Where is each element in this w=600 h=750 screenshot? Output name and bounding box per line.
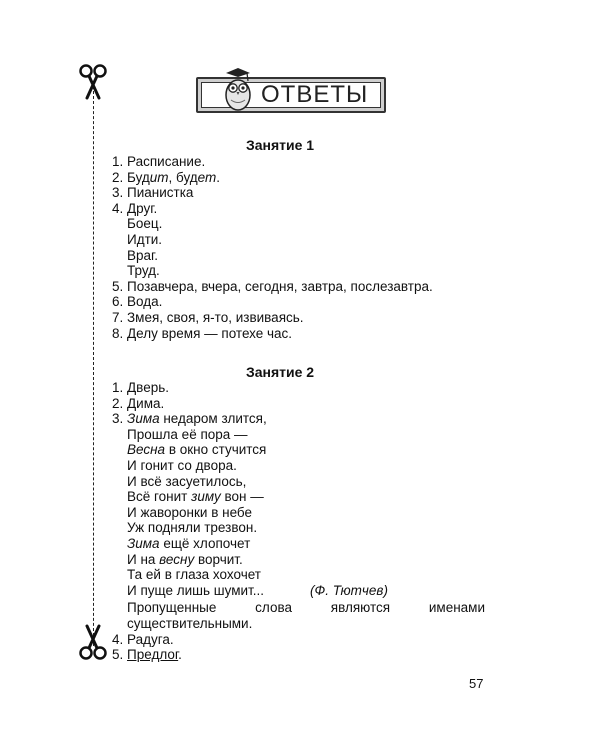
poem-line: И всё засуетилось, xyxy=(127,473,247,489)
list-item: 1. Расписание. xyxy=(112,154,206,169)
list-item: Труд. xyxy=(127,263,160,279)
poem-line: И гонит со двора. xyxy=(127,457,237,473)
list-item: 8. Делу время — потехе час. xyxy=(112,325,293,341)
poem-line: Уж подняли трезвон. xyxy=(127,520,258,536)
poem-author: (Ф. Тютчев) xyxy=(310,582,388,598)
lesson-2-answers xyxy=(112,380,485,663)
list-item: 2. Дима. xyxy=(112,395,165,411)
list-item: 3. Зима недаром злится, xyxy=(112,411,267,427)
list-item: 1. Дверь. xyxy=(112,380,169,395)
poem-line: И жаворонки в небе xyxy=(127,504,253,520)
poem-line: Прошла её пора — xyxy=(127,426,248,442)
scissors-icon xyxy=(78,624,108,660)
list-item: 5. Предлог. xyxy=(112,647,182,663)
poem-line: И на весну ворчит. xyxy=(127,551,243,567)
list-item: 6. Вода. xyxy=(112,294,163,310)
lesson-1-answers xyxy=(112,154,433,341)
list-item: 3. Пианистка xyxy=(112,185,194,201)
banner-title: ОТВЕТЫ xyxy=(261,81,369,108)
owl-icon xyxy=(221,67,255,113)
lesson-2-title: Занятие 2 xyxy=(245,364,315,380)
list-item: 2. Будит, будет. xyxy=(112,169,221,185)
answer-note: Пропущенные слова являются именами существительными. xyxy=(127,600,485,631)
list-item: 4. Друг. xyxy=(112,200,158,216)
list-item: 5. Позавчера, вчера, сегодня, завтра, послезавтра. xyxy=(112,278,433,294)
list-item: Идти. xyxy=(127,231,163,247)
list-item: 4. Радуга. xyxy=(112,631,174,647)
scissors-icon xyxy=(78,64,108,100)
poem-line: Весна в окно стучится xyxy=(127,442,267,458)
list-item: Боец. xyxy=(127,216,163,232)
list-item: Враг. xyxy=(127,247,159,263)
poem-line: Всё гонит зиму вон — xyxy=(127,489,264,505)
poem-line: Зима ещё хлопочет xyxy=(127,535,251,551)
poem-line: Та ей в глаза хохочет xyxy=(127,567,261,583)
poem-line: И пуще лишь шумит... (Ф. Тютчев) xyxy=(127,582,388,598)
answers-banner xyxy=(196,77,386,113)
list-item: 7. Змея, своя, я-то, извиваясь. xyxy=(112,309,304,325)
page-number: 57 xyxy=(469,676,484,691)
lesson-1-title: Занятие 1 xyxy=(245,137,315,153)
